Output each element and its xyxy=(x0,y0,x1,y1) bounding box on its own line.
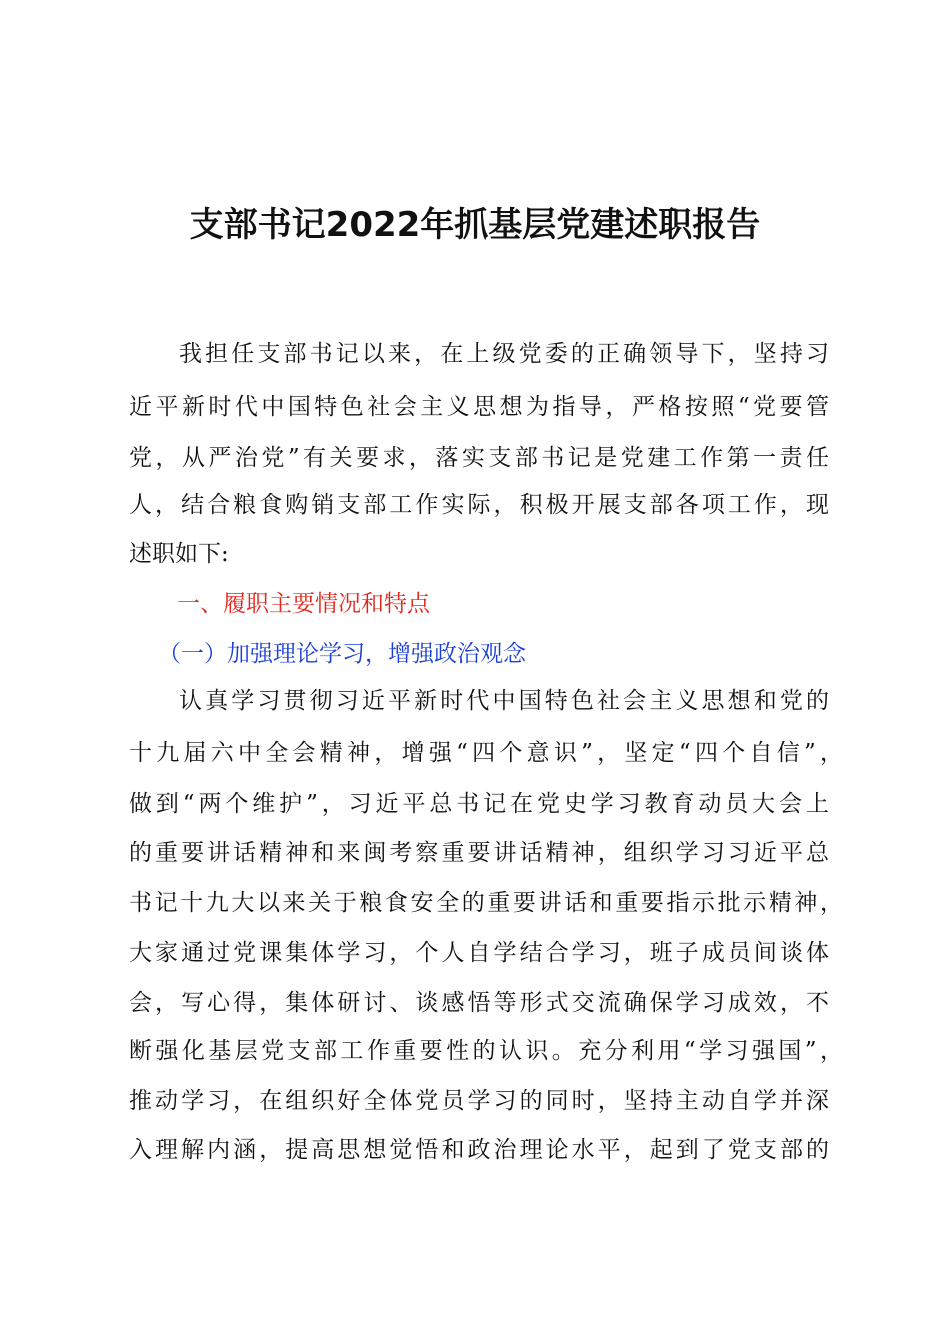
body-line: 大家通过党课集体学习，个人自学结合学习，班子成员间谈体 xyxy=(129,940,829,966)
section-heading: 一、履职主要情况和特点 xyxy=(177,591,430,617)
body-line: 断强化基层党支部工作重要性的认识。充分利用“学习强国”， xyxy=(129,1038,843,1064)
body-line: 书记十九大以来关于粮食安全的重要讲话和重要指示批示精神， xyxy=(129,890,843,916)
document-title: 支部书记2022年抓基层党建述职报告 xyxy=(189,205,761,245)
body-line: 入理解内涵，提高思想觉悟和政治理论水平，起到了党支部的 xyxy=(129,1137,829,1163)
intro-line: 述职如下: xyxy=(129,541,229,567)
body-line: 十九届六中全会精神，增强“四个意识”，坚定“四个自信”， xyxy=(129,740,843,766)
body-line: 的重要讲话精神和来闽考察重要讲话精神，组织学习习近平总 xyxy=(129,840,829,866)
body-line: 推动学习，在组织好全体党员学习的同时，坚持主动自学并深 xyxy=(129,1088,829,1114)
subsection-heading: （一）加强理论学习，增强政治观念 xyxy=(158,641,526,667)
body-line: 做到“两个维护”，习近平总书记在党史学习教育动员大会上 xyxy=(129,791,829,817)
intro-line: 我担任支部书记以来，在上级党委的正确领导下，坚持习 xyxy=(179,341,829,367)
intro-line: 近平新时代中国特色社会主义思想为指导，严格按照“党要管 xyxy=(129,394,829,420)
body-line: 会，写心得，集体研讨、谈感悟等形式交流确保学习成效，不 xyxy=(129,990,829,1016)
intro-line: 党，从严治党”有关要求，落实支部书记是党建工作第一责任 xyxy=(129,445,829,471)
intro-line: 人，结合粮食购销支部工作实际，积极开展支部各项工作，现 xyxy=(129,492,829,518)
body-line: 认真学习贯彻习近平新时代中国特色社会主义思想和党的 xyxy=(179,688,829,714)
